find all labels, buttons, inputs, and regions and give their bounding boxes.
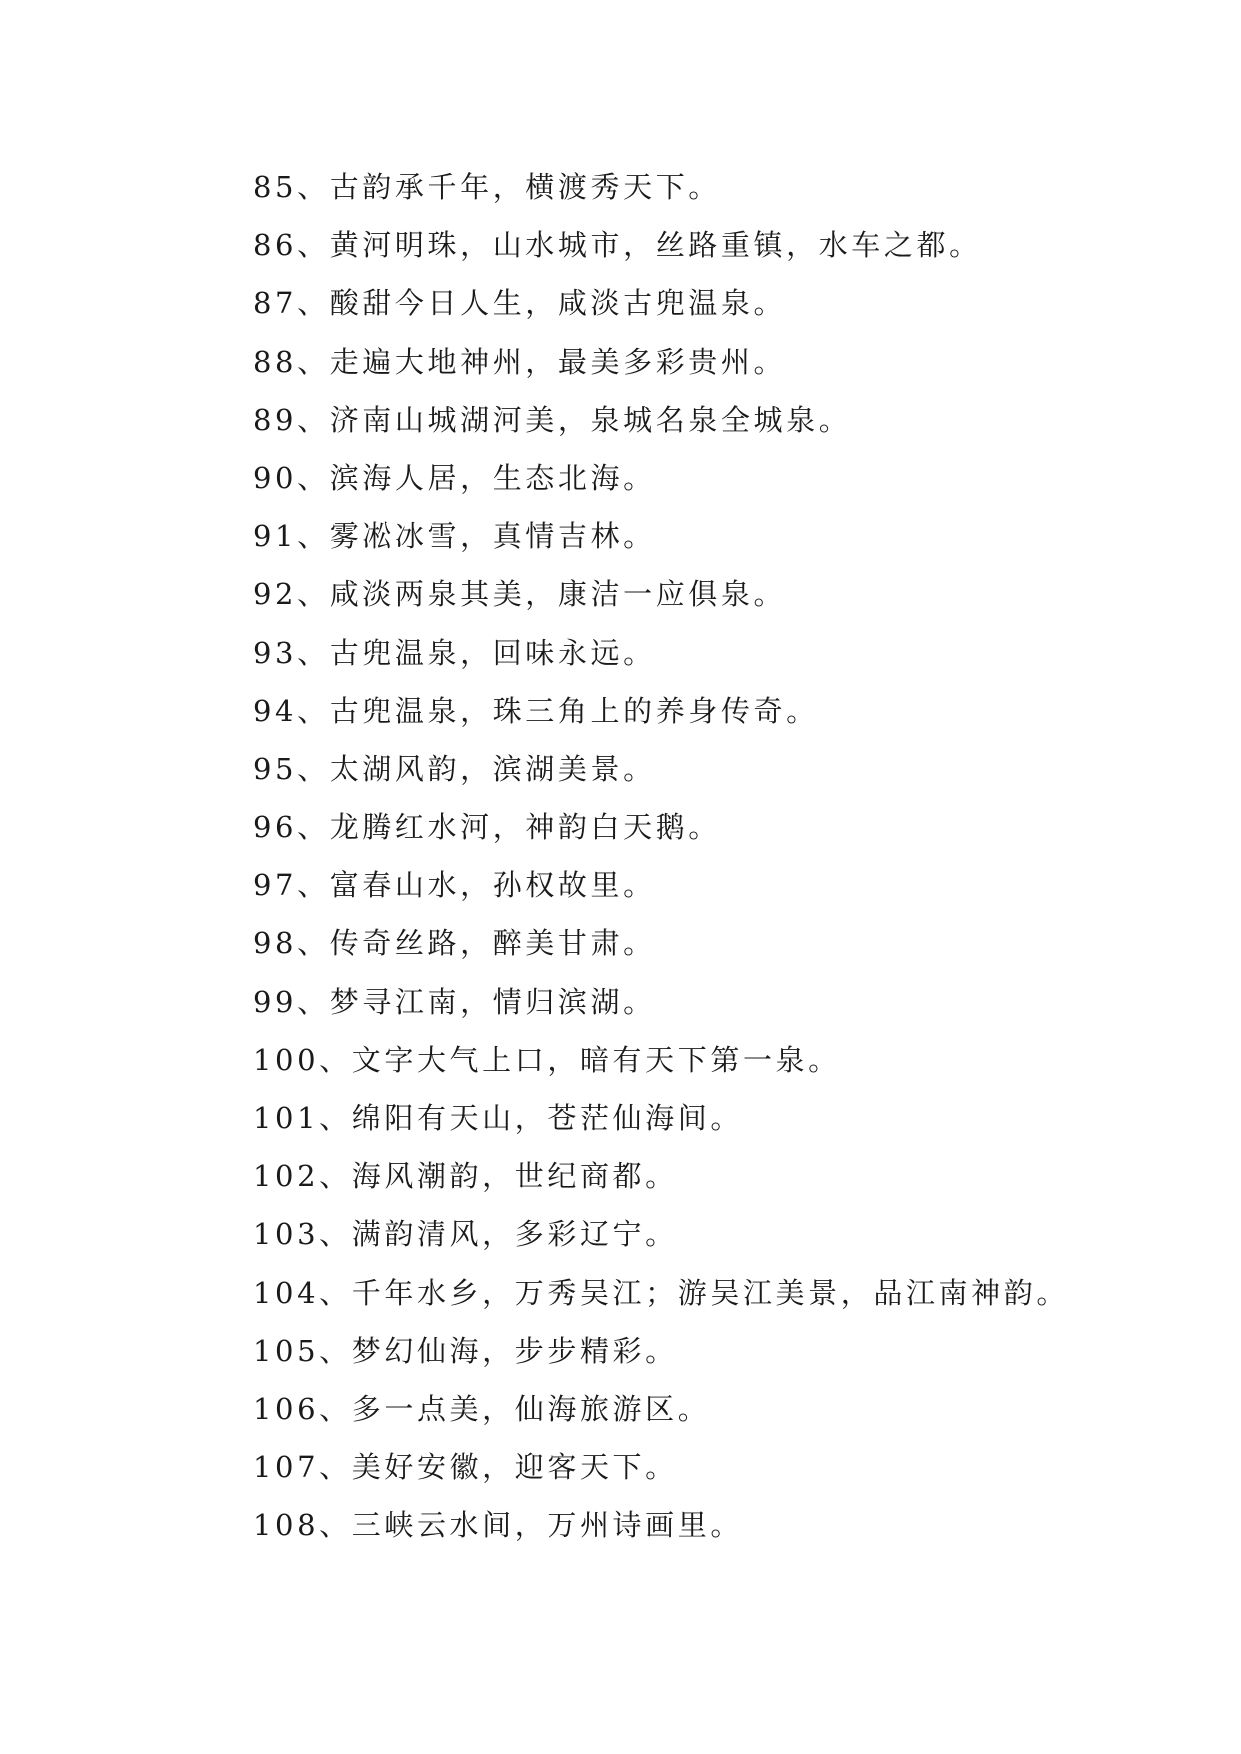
list-item: 86、黄河明珠，山水城市，丝路重镇，水车之都。 — [253, 228, 982, 263]
list-item: 103、满韵清风，多彩辽宁。 — [253, 1217, 678, 1252]
list-item: 108、三峡云水间，万州诗画里。 — [253, 1508, 743, 1543]
list-item: 96、龙腾红水河，神韵白天鹅。 — [253, 810, 721, 845]
slogan-list — [253, 158, 1193, 1555]
list-item: 87、酸甜今日人生，咸淡古兜温泉。 — [253, 286, 787, 321]
list-item: 105、梦幻仙海，步步精彩。 — [253, 1333, 678, 1368]
list-item: 102、海风潮韵，世纪商都。 — [253, 1159, 678, 1194]
list-item: 93、古兜温泉，回味永远。 — [253, 635, 656, 670]
list-item: 94、古兜温泉，珠三角上的养身传奇。 — [253, 693, 819, 728]
list-item: 98、传奇丝路，醉美甘肃。 — [253, 926, 656, 961]
list-item: 97、富春山水，孙权故里。 — [253, 868, 656, 903]
list-item: 90、滨海人居，生态北海。 — [253, 460, 656, 495]
list-item: 95、太湖风韵，滨湖美景。 — [253, 751, 656, 786]
list-item: 101、绵阳有天山，苍茫仙海间。 — [253, 1101, 743, 1135]
list-item: 106、多一点美，仙海旅游区。 — [253, 1391, 711, 1426]
list-item: 88、走遍大地神州，最美多彩贵州。 — [253, 344, 787, 379]
list-item: 92、咸淡两泉其美，康洁一应俱泉。 — [253, 577, 787, 612]
list-item: 100、文字大气上口，暗有天下第一泉。 — [253, 1042, 841, 1077]
list-item: 107、美好安徽，迎客天下。 — [253, 1450, 678, 1485]
list-item: 99、梦寻江南，情归滨湖。 — [253, 984, 656, 1019]
list-item: 104、千年水乡，万秀吴江；游吴江美景，品江南神韵。 — [253, 1275, 1069, 1310]
list-item: 89、济南山城湖河美，泉城名泉全城泉。 — [253, 402, 852, 437]
list-item: 85、古韵承千年，横渡秀天下。 — [253, 170, 721, 204]
list-item: 91、雾凇冰雪，真情吉林。 — [253, 519, 656, 554]
